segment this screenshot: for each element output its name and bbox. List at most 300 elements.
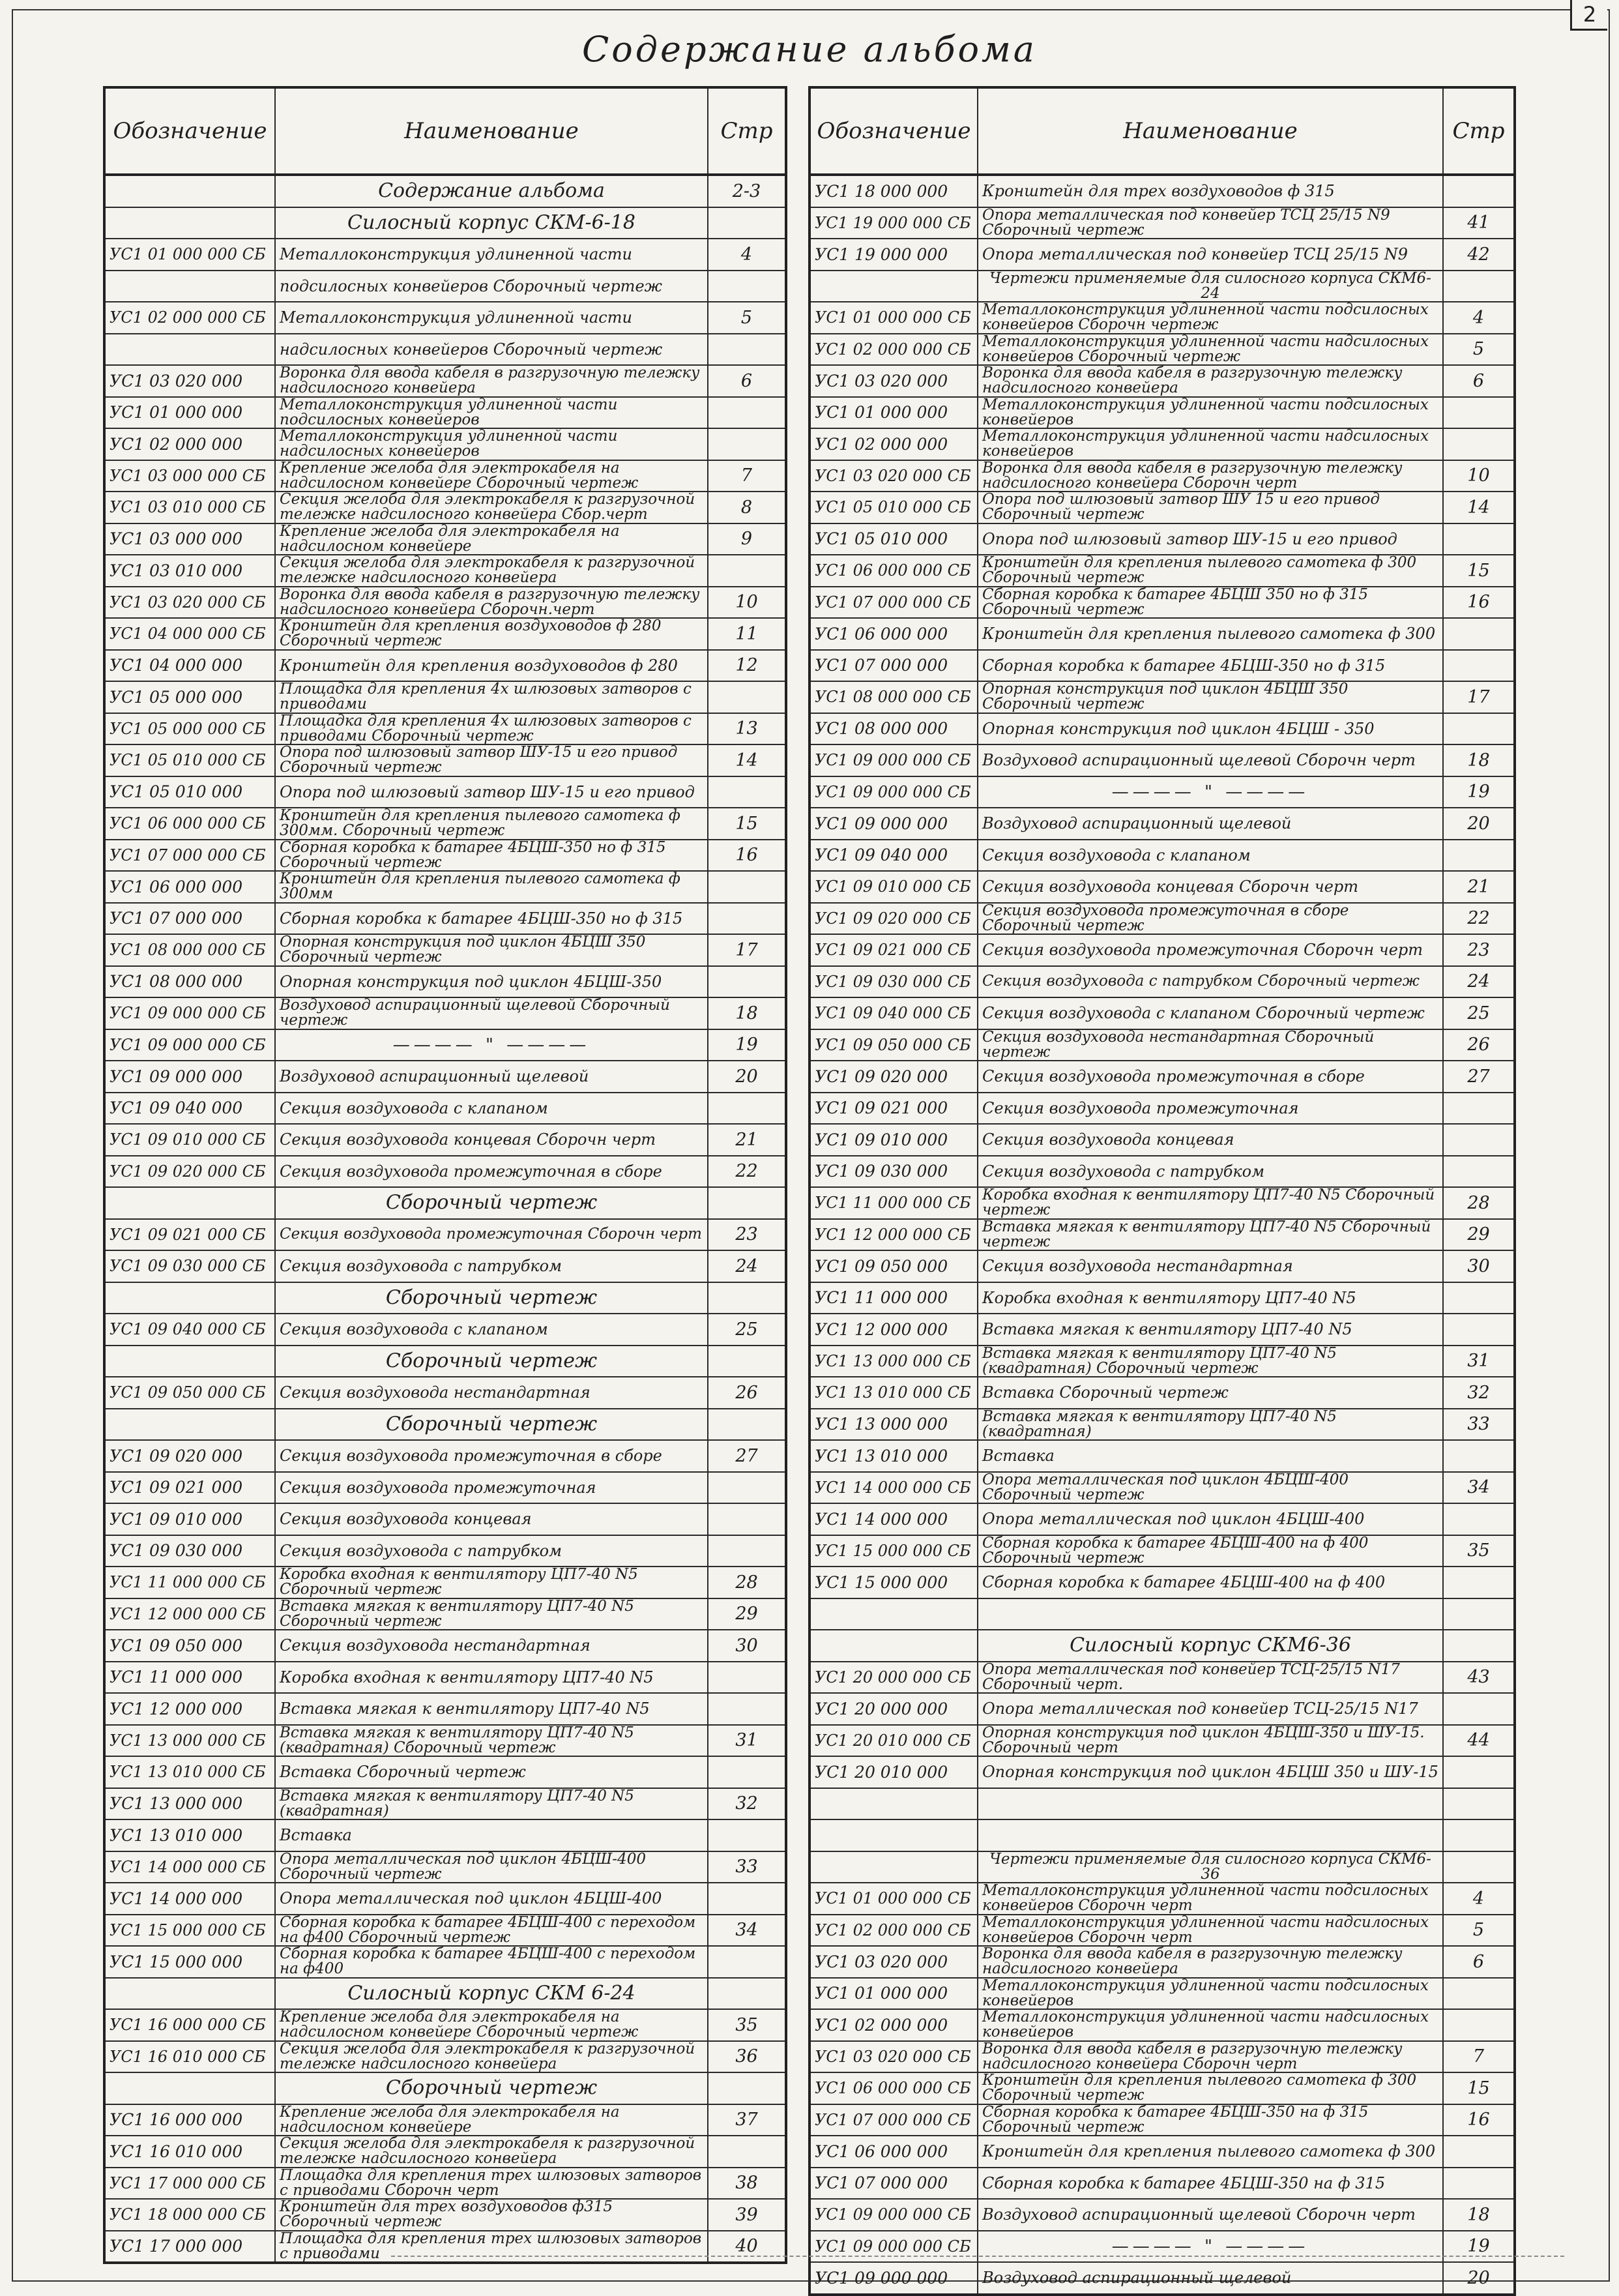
code-cell: УС1 03 020 000 СБ: [810, 2041, 978, 2073]
page-cell: 33: [708, 1851, 786, 1883]
table-row: [810, 1187, 1515, 1219]
code-cell: УС1 03 000 000 СБ: [104, 460, 275, 492]
table-row: [104, 871, 786, 903]
name-cell: Металлоконструкция удлиненной части надсилосных конвейеров: [275, 428, 708, 460]
name-cell: Воронка для ввода кабеля в разгрузочную тележку надсилосного конвейера: [275, 365, 708, 397]
table-row: [810, 1503, 1515, 1535]
page-cell: 5: [708, 302, 786, 334]
name-cell: Секция воздуховода концевая Сборочн черт: [978, 871, 1443, 903]
page-cell: 27: [708, 1440, 786, 1472]
table-row: [104, 175, 786, 207]
table-row: [104, 1567, 786, 1598]
code-cell: УС1 06 000 000 СБ: [810, 2072, 978, 2104]
code-cell: УС1 09 040 000 СБ: [810, 997, 978, 1029]
page-cell: 18: [708, 997, 786, 1029]
code-cell: УС1 14 000 000: [104, 1883, 275, 1915]
code-cell: УС1 09 050 000 СБ: [810, 1029, 978, 1061]
name-cell: Сборочный чертеж: [275, 2072, 708, 2104]
code-cell: УС1 15 000 000: [810, 1567, 978, 1598]
page-cell: 31: [708, 1725, 786, 1757]
name-cell: Кронштейн для крепления пылевого самотека ф 300 Сборочный чертеж: [978, 555, 1443, 587]
page-cell: 18: [1443, 744, 1515, 776]
table-row: [104, 555, 786, 587]
code-cell: УС1 09 010 000 СБ: [104, 1124, 275, 1156]
code-cell: УС1 04 000 000: [104, 650, 275, 682]
table-row: [104, 460, 786, 492]
name-cell: надсилосных конвейеров Сборочный чертеж: [275, 334, 708, 366]
code-cell: УС1 18 000 000: [810, 175, 978, 207]
table-row: [810, 1535, 1515, 1567]
code-cell: УС1 09 020 000 СБ: [104, 1156, 275, 1188]
table-row: [104, 2231, 786, 2263]
code-cell: УС1 12 000 000 СБ: [810, 1219, 978, 1251]
page-cell: 23: [1443, 934, 1515, 966]
name-cell: Секция воздуховода с патрубком: [275, 1535, 708, 1567]
code-cell: УС1 09 021 000: [104, 1472, 275, 1504]
table-row: [104, 1693, 786, 1725]
table-row: [104, 1630, 786, 1662]
page-cell: [1443, 618, 1515, 650]
table-row: [810, 840, 1515, 872]
code-cell: УС1 11 000 000 СБ: [810, 1187, 978, 1219]
page-cell: [708, 2136, 786, 2168]
page-cell: 36: [708, 2041, 786, 2073]
code-cell: УС1 15 000 000 СБ: [104, 1915, 275, 1947]
table-row: [810, 460, 1515, 492]
contents-table-left: [103, 86, 787, 2264]
page-cell: 17: [708, 934, 786, 966]
page-cell: 30: [708, 1630, 786, 1662]
table-row: [104, 1282, 786, 1314]
code-cell: УС1 07 000 000: [810, 650, 978, 682]
name-cell: Воронка для ввода кабеля в разгрузочную тележку надсилосного конвейера: [978, 1946, 1443, 1978]
page-cell: [1443, 1598, 1515, 1630]
name-cell: Воронка для ввода кабеля в разгрузочную тележку надсилосного конвейера Сборочн черт: [978, 460, 1443, 492]
name-cell: Сборная коробка к батарее 4БЦШ-350 но ф 315: [275, 903, 708, 935]
code-cell: УС1 14 000 000: [810, 1503, 978, 1535]
name-cell: Секция воздуховода концевая Сборочн черт: [275, 1124, 708, 1156]
code-cell: УС1 02 000 000: [810, 428, 978, 460]
name-cell: Воздуховод аспирационный щелевой: [275, 1061, 708, 1093]
name-cell: Секция воздуховода промежуточная в сборе: [275, 1440, 708, 1472]
name-cell: Опорная конструкция под циклон 4БЦШ-350 и ШУ-15. Сборочный черт: [978, 1725, 1443, 1757]
table-row: [104, 2072, 786, 2104]
name-cell: Секция воздуховода промежуточная Сборочн черт: [275, 1219, 708, 1251]
table-row: [810, 492, 1515, 523]
page-cell: 19: [1443, 776, 1515, 808]
code-cell: УС1 11 000 000 СБ: [104, 1567, 275, 1598]
page-cell: 5: [1443, 334, 1515, 366]
name-cell: Секция воздуховода концевая: [275, 1503, 708, 1535]
table-row: [810, 1440, 1515, 1472]
page-cell: [708, 1409, 786, 1441]
table-row: [810, 2041, 1515, 2073]
table-row: [104, 2168, 786, 2200]
table-row: [810, 555, 1515, 587]
page-cell: 23: [708, 1219, 786, 1251]
code-cell: УС1 07 000 000: [104, 903, 275, 935]
page-cell: [708, 1662, 786, 1694]
code-cell: УС1 09 021 000 СБ: [104, 1219, 275, 1251]
code-cell: УС1 05 010 000: [810, 523, 978, 555]
code-cell: [810, 1630, 978, 1662]
page-cell: [1443, 650, 1515, 682]
page-cell: 10: [1443, 460, 1515, 492]
page-cell: 7: [708, 460, 786, 492]
page-cell: 17: [1443, 681, 1515, 713]
name-cell: Площадка для крепления 4х шлюзовых затворов с приводами: [275, 681, 708, 713]
table-row: [104, 2041, 786, 2073]
code-cell: УС1 15 000 000: [104, 1946, 275, 1978]
page-cell: 8: [708, 492, 786, 523]
contents-left-body: [104, 175, 786, 2263]
page-cell: 34: [708, 1915, 786, 1947]
name-cell: Опорная конструкция под циклон 4БЦШ - 350: [978, 713, 1443, 745]
page-cell: [708, 776, 786, 808]
page-cell: 28: [708, 1567, 786, 1598]
name-cell: Секция воздуховода промежуточная в сборе Сборочный чертеж: [978, 903, 1443, 935]
table-row: [104, 1124, 786, 1156]
code-cell: УС1 09 000 000 СБ: [104, 997, 275, 1029]
table-row: [810, 2072, 1515, 2104]
name-cell: Воздуховод аспирационный щелевой: [978, 2262, 1443, 2295]
name-cell: Воронка для ввода кабеля в разгрузочную тележку надсилосного конвейера: [978, 365, 1443, 397]
page-cell: 10: [708, 587, 786, 619]
name-cell: Металлоконструкция удлиненной части подсилосных конвейеров Сборочн черт: [978, 1883, 1443, 1915]
code-cell: УС1 12 000 000 СБ: [104, 1598, 275, 1630]
name-cell: Крепление желоба для электрокабеля на надсилосном конвейере: [275, 2104, 708, 2136]
table-row: [810, 618, 1515, 650]
page-cell: [708, 966, 786, 998]
table-row: [810, 903, 1515, 935]
name-cell: Силосный корпус СКМ 6-24: [275, 1978, 708, 2010]
name-cell: Вставка Сборочный чертеж: [978, 1377, 1443, 1409]
table-row: [104, 1093, 786, 1125]
code-cell: УС1 07 000 000: [810, 2168, 978, 2200]
page-cell: 25: [708, 1314, 786, 1346]
name-cell: Силосный корпус СКМ-6-18: [275, 207, 708, 239]
page-cell: 14: [708, 744, 786, 776]
table-row: [104, 1851, 786, 1883]
page-cell: 11: [708, 618, 786, 650]
code-cell: УС1 13 000 000 СБ: [104, 1725, 275, 1757]
code-cell: [810, 1851, 978, 1883]
code-cell: УС1 01 000 000: [810, 1978, 978, 2010]
name-cell: Секция воздуховода с клапаном: [275, 1314, 708, 1346]
code-cell: УС1 09 010 000 СБ: [810, 871, 978, 903]
name-cell: Секция воздуховода с клапаном: [978, 840, 1443, 872]
code-cell: УС1 01 000 000: [810, 397, 978, 429]
page-cell: [708, 1946, 786, 1978]
table-row: [104, 1187, 786, 1219]
code-cell: УС1 09 050 000 СБ: [104, 1377, 275, 1409]
table-row: [104, 587, 786, 619]
page-cell: [1443, 175, 1515, 207]
code-cell: УС1 03 000 000: [104, 523, 275, 555]
table-row: [104, 1029, 786, 1061]
code-cell: УС1 16 010 000: [104, 2136, 275, 2168]
page-cell: 28: [1443, 1187, 1515, 1219]
page-cell: [1443, 1978, 1515, 2010]
table-row: [104, 1819, 786, 1851]
table-row: [104, 271, 786, 302]
page-cell: 26: [1443, 1029, 1515, 1061]
page-cell: [1443, 1693, 1515, 1725]
name-cell: Секция воздуховода с патрубком Сборочный чертеж: [978, 966, 1443, 998]
code-cell: УС1 06 000 000: [810, 2136, 978, 2168]
name-cell: [978, 1598, 1443, 1630]
name-cell: Вставка мягкая к вентилятору ЦП7-40 N5 (квадратная): [978, 1409, 1443, 1441]
page-cell: [708, 2072, 786, 2104]
name-cell: Опора под шлюзовый затвор ШУ 15 и его привод Сборочный чертеж: [978, 492, 1443, 523]
table-row: [104, 1314, 786, 1346]
page-cell: 40: [708, 2231, 786, 2263]
code-cell: УС1 09 020 000 СБ: [810, 903, 978, 935]
table-row: [810, 1377, 1515, 1409]
code-cell: УС1 17 000 000 СБ: [104, 2168, 275, 2200]
table-row: [104, 1946, 786, 1978]
name-cell: Металлоконструкция удлиненной части подсилосных конвейеров: [275, 397, 708, 429]
page-cell: [708, 1693, 786, 1725]
page-cell: [1443, 2168, 1515, 2200]
name-cell: Кронштейн для крепления пылевого самотека ф 300мм: [275, 871, 708, 903]
name-cell: Опора металлическая под циклон 4БЦШ-400: [978, 1503, 1443, 1535]
page-cell: 15: [1443, 2072, 1515, 2104]
code-cell: УС1 03 020 000: [810, 365, 978, 397]
page-cell: [1443, 1503, 1515, 1535]
page-cell: [1443, 1282, 1515, 1314]
name-cell: Вставка: [978, 1440, 1443, 1472]
name-cell: Секция желоба для электрокабеля к разгрузочной тележке надсилосного конвейера: [275, 2041, 708, 2073]
page-cell: [708, 1978, 786, 2010]
table-row: [104, 334, 786, 366]
table-row: [810, 2168, 1515, 2200]
name-cell: Кронштейн для трех воздуховодов ф315 Сборочный чертеж: [275, 2199, 708, 2231]
table-row: [810, 271, 1515, 302]
page-cell: 44: [1443, 1725, 1515, 1757]
table-row: [810, 650, 1515, 682]
table-row: [104, 713, 786, 745]
page-cell: 29: [708, 1598, 786, 1630]
code-cell: УС1 07 000 000 СБ: [810, 587, 978, 619]
code-cell: УС1 14 000 000 СБ: [104, 1851, 275, 1883]
page-cell: [1443, 1851, 1515, 1883]
code-cell: [104, 175, 275, 207]
table-row: [810, 1851, 1515, 1883]
header-code: Обозначение: [810, 87, 978, 175]
name-cell: Воздуховод аспирационный щелевой: [978, 808, 1443, 840]
table-row: [104, 1156, 786, 1188]
page-cell: [708, 1535, 786, 1567]
table-row: [810, 334, 1515, 366]
code-cell: УС1 09 040 000: [104, 1093, 275, 1125]
table-row: [810, 1219, 1515, 1251]
code-cell: УС1 05 000 000: [104, 681, 275, 713]
page-cell: 16: [1443, 587, 1515, 619]
page-cell: [1443, 1788, 1515, 1820]
table-row: [104, 1472, 786, 1504]
page-cell: [1443, 1314, 1515, 1346]
code-cell: УС1 06 000 000: [104, 871, 275, 903]
name-cell: Сборная коробка к батарее 4БЦШ-350 на ф 315: [978, 2168, 1443, 2200]
name-cell: Вставка мягкая к вентилятору ЦП7-40 N5 (квадратная): [275, 1788, 708, 1820]
code-cell: УС1 03 010 000: [104, 555, 275, 587]
code-cell: УС1 12 000 000: [810, 1314, 978, 1346]
page-cell: [708, 1819, 786, 1851]
page-cell: [1443, 1819, 1515, 1851]
page-cell: [708, 1503, 786, 1535]
page-cell: 42: [1443, 239, 1515, 271]
code-cell: УС1 13 010 000 СБ: [104, 1756, 275, 1788]
table-row: [810, 587, 1515, 619]
code-cell: УС1 09 020 000: [810, 1061, 978, 1093]
code-cell: УС1 09 030 000: [810, 1156, 978, 1188]
code-cell: УС1 13 000 000 СБ: [810, 1346, 978, 1377]
table-row: [810, 1472, 1515, 1504]
name-cell: подсилосных конвейеров Сборочный чертеж: [275, 271, 708, 302]
page-cell: 24: [1443, 966, 1515, 998]
name-cell: Опора металлическая под конвейер ТСЦ-25/15 N17 Сборочный черт.: [978, 1662, 1443, 1694]
code-cell: УС1 07 000 000 СБ: [810, 2104, 978, 2136]
page-cell: 6: [1443, 1946, 1515, 1978]
table-header-row: [810, 87, 1515, 175]
table-row: [810, 744, 1515, 776]
table-row: [810, 1819, 1515, 1851]
code-cell: УС1 09 000 000: [104, 1061, 275, 1093]
table-row: [810, 2104, 1515, 2136]
name-cell: Металлоконструкция удлиненной части подсилосных конвейеров Сборочн чертеж: [978, 302, 1443, 334]
code-cell: УС1 05 000 000 СБ: [104, 713, 275, 745]
table-row: [810, 2136, 1515, 2168]
name-cell: Коробка входная к вентилятору ЦП7-40 N5 Сборочный чертеж: [275, 1567, 708, 1598]
page-cell: 33: [1443, 1409, 1515, 1441]
page-cell: 22: [1443, 903, 1515, 935]
page-cell: 2-3: [708, 175, 786, 207]
table-row: [810, 428, 1515, 460]
table-row: [810, 966, 1515, 998]
name-cell: Опора металлическая под конвейер ТСЦ 25/15 N9: [978, 239, 1443, 271]
name-cell: Воронка для ввода кабеля в разгрузочную тележку надсилосного конвейера Сборочн черт: [978, 2041, 1443, 2073]
page-cell: 38: [708, 2168, 786, 2200]
code-cell: УС1 08 000 000 СБ: [810, 681, 978, 713]
name-cell: Вставка Сборочный чертеж: [275, 1756, 708, 1788]
name-cell: Вставка мягкая к вентилятору ЦП7-40 N5: [275, 1693, 708, 1725]
contents-right-body: [810, 175, 1515, 2295]
name-cell: Металлоконструкция удлиненной части подсилосных конвейеров: [978, 1978, 1443, 2010]
table-row: [810, 523, 1515, 555]
name-cell: Вставка мягкая к вентилятору ЦП7-40 N5 (квадратная) Сборочный чертеж: [275, 1725, 708, 1757]
table-row: [810, 871, 1515, 903]
table-row: [810, 207, 1515, 239]
table-row: [810, 2199, 1515, 2231]
table-row: [810, 1282, 1515, 1314]
table-row: [810, 1409, 1515, 1441]
page-cell: 20: [1443, 808, 1515, 840]
page-cell: 19: [708, 1029, 786, 1061]
table-row: [810, 1915, 1515, 1947]
name-cell: Воздуховод аспирационный щелевой Сборочн черт: [978, 2199, 1443, 2231]
table-row: [104, 1662, 786, 1694]
table-row: [104, 1978, 786, 2010]
page-cell: [708, 428, 786, 460]
table-row: [104, 1535, 786, 1567]
page-cell: [708, 1883, 786, 1915]
name-cell: Вставка мягкая к вентилятору ЦП7-40 N5 Сборочный чертеж: [275, 1598, 708, 1630]
page-cell: [708, 397, 786, 429]
page-cell: 22: [708, 1156, 786, 1188]
table-row: [810, 2231, 1515, 2263]
name-cell: Крепление желоба для электрокабеля на надсилосном конвейере Сборочный чертеж: [275, 2009, 708, 2041]
page-cell: 27: [1443, 1061, 1515, 1093]
code-cell: УС1 02 000 000 СБ: [810, 1915, 978, 1947]
table-row: [810, 302, 1515, 334]
page-cell: 4: [1443, 302, 1515, 334]
table-row: [104, 650, 786, 682]
code-cell: УС1 05 010 000 СБ: [810, 492, 978, 523]
code-cell: УС1 01 000 000 СБ: [810, 302, 978, 334]
table-row: [104, 1788, 786, 1820]
header-page: Стр: [1443, 87, 1515, 175]
page-cell: 29: [1443, 1219, 1515, 1251]
page-cell: 21: [708, 1124, 786, 1156]
table-row: [104, 492, 786, 523]
code-cell: УС1 05 010 000: [104, 776, 275, 808]
table-row: [810, 1883, 1515, 1915]
code-cell: УС1 09 000 000 СБ: [810, 744, 978, 776]
table-row: [810, 1946, 1515, 1978]
code-cell: [104, 1409, 275, 1441]
table-row: [810, 1250, 1515, 1282]
table-row: [810, 1756, 1515, 1788]
table-row: [104, 239, 786, 271]
table-row: [104, 997, 786, 1029]
table-row: [104, 1440, 786, 1472]
name-cell: Сборная коробка к батарее 4БЦШ-350 но ф 315 Сборочный чертеж: [275, 840, 708, 872]
document-title: Содержание альбома: [581, 29, 1038, 70]
table-row: [810, 1124, 1515, 1156]
name-cell: Вставка: [275, 1819, 708, 1851]
code-cell: УС1 09 000 000: [810, 2262, 978, 2295]
code-cell: УС1 15 000 000 СБ: [810, 1535, 978, 1567]
code-cell: УС1 01 000 000 СБ: [810, 1883, 978, 1915]
page-cell: [708, 871, 786, 903]
table-row: [104, 840, 786, 872]
table-row: [810, 1693, 1515, 1725]
header-code: Обозначение: [104, 87, 275, 175]
table-row: [810, 1093, 1515, 1125]
name-cell: Кронштейн для трех воздуховодов ф 315: [978, 175, 1443, 207]
code-cell: УС1 08 000 000: [810, 713, 978, 745]
page-cell: [1443, 428, 1515, 460]
code-cell: УС1 02 000 000: [104, 428, 275, 460]
code-cell: УС1 01 000 000 СБ: [104, 239, 275, 271]
code-cell: УС1 09 030 000: [104, 1535, 275, 1567]
code-cell: [810, 1819, 978, 1851]
name-cell: Секция желоба для электрокабеля к разгрузочной тележке надсилосного конвейера: [275, 555, 708, 587]
header-page: Стр: [708, 87, 786, 175]
code-cell: [104, 2072, 275, 2104]
name-cell: Чертежи применяемые для силосного корпуса СКМ6-24: [978, 271, 1443, 302]
table-header-row: [104, 87, 786, 175]
name-cell: [978, 1788, 1443, 1820]
page-cell: 18: [1443, 2199, 1515, 2231]
page-cell: 41: [1443, 207, 1515, 239]
table-row: [104, 1598, 786, 1630]
table-row: [810, 1567, 1515, 1598]
code-cell: УС1 08 000 000 СБ: [104, 934, 275, 966]
name-cell: Кронштейн для крепления пылевого самотека ф 300: [978, 2136, 1443, 2168]
page-cell: 4: [1443, 1883, 1515, 1915]
